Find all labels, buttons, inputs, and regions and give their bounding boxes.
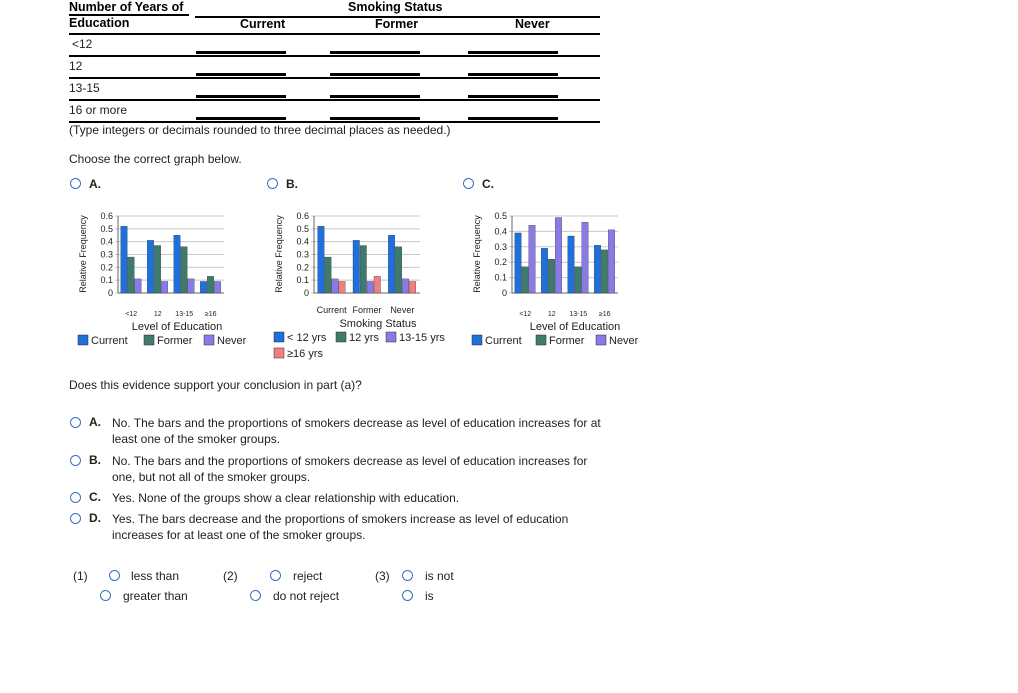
graph-b-legend-label: ≥16 yrs — [287, 348, 323, 360]
graph-a-bar — [174, 235, 181, 293]
graph-b-legend-label: < 12 yrs — [287, 332, 327, 344]
dropdown-1-option-greater-than-radio[interactable] — [100, 590, 111, 601]
graph-a-legend-swatch — [78, 335, 88, 345]
answer-c-line1: Yes. None of the groups show a clear relationship with education. — [112, 491, 460, 505]
answer-blank[interactable] — [468, 117, 558, 120]
graph-b-bar — [374, 276, 381, 293]
graph-b-legend-label: 13-15 yrs — [399, 332, 445, 344]
graph-c-bar — [529, 225, 536, 293]
answer-blank[interactable] — [468, 95, 558, 98]
answer-blank[interactable] — [330, 117, 420, 120]
graph-b-ylabel: Relative Frequency — [274, 215, 284, 293]
dropdown-2-option-reject[interactable]: reject — [293, 569, 323, 583]
graph-b-bar — [353, 240, 360, 293]
graph-a-bar — [214, 281, 221, 293]
graph-c-bar — [522, 267, 529, 293]
graph-a-bar — [207, 276, 214, 293]
graph-option-b-radio[interactable] — [267, 178, 278, 189]
graph-a-legend-label: Current — [91, 335, 128, 347]
answer-b-line1: No. The bars and the proportions of smokers decrease as level of education increases for — [112, 454, 588, 468]
graph-b-ytick-label: 0 — [303, 288, 309, 298]
col-header-former: Former — [375, 17, 419, 31]
graph-c-xtick-label: ≥16 — [598, 311, 611, 318]
graph-c-ytick-label: 0.4 — [494, 226, 507, 237]
graph-a-ytick-label: 0 — [107, 288, 113, 298]
dropdown-3-option-is[interactable]: is — [425, 589, 434, 603]
graph-c-legend-swatch — [596, 335, 606, 345]
row-label-lt12: <12 — [72, 37, 93, 51]
graph-option-a-radio[interactable] — [70, 178, 81, 189]
table-header-smoking-status: Smoking Status — [348, 0, 443, 14]
graph-a-xtick-label: 13-15 — [175, 311, 194, 318]
graph-b-bar — [325, 257, 332, 293]
graph-b-xtick-label: Former — [352, 305, 382, 315]
table-row-rule — [69, 99, 600, 101]
graph-c-legend-label: Former — [549, 335, 585, 347]
graph-b-legend-swatch — [274, 348, 284, 358]
question-text: Does this evidence support your conclusion in part (a)? — [69, 378, 362, 392]
graph-b-legend-swatch — [274, 332, 284, 342]
graph-a-ytick-label: 0.3 — [100, 249, 113, 260]
graph-c-ytick-label: 0.3 — [494, 241, 507, 252]
table-row-rule — [69, 55, 600, 57]
graph-a-legend-label: Never — [217, 335, 247, 347]
graph-a-bar — [147, 240, 154, 293]
graph-b-bar — [367, 281, 374, 293]
answer-a-line2: least one of the smoker groups. — [112, 432, 281, 446]
answer-c-radio[interactable] — [70, 492, 81, 503]
answer-blank[interactable] — [330, 95, 420, 98]
dropdown-2-option-do-not-reject-radio[interactable] — [250, 590, 261, 601]
graph-c-ytick-label: 0.2 — [494, 257, 507, 268]
answer-blank[interactable] — [196, 117, 286, 120]
graph-c-legend-label: Never — [609, 335, 639, 347]
graph-b-bar — [409, 281, 416, 293]
answer-d-radio[interactable] — [70, 513, 81, 524]
graph-b-bar — [332, 279, 339, 293]
row-label-13-15: 13-15 — [69, 81, 100, 95]
graph-c-ytick-label: 0.1 — [494, 272, 507, 283]
graph-a-bar — [200, 281, 207, 293]
graph-option-c-radio[interactable] — [463, 178, 474, 189]
graph-b-chart — [270, 200, 460, 370]
answer-b-radio[interactable] — [70, 455, 81, 466]
graph-a-chart — [74, 200, 264, 360]
graph-b-ytick-label: 0.4 — [296, 236, 309, 247]
table-header-years-line2: Education — [69, 16, 130, 30]
answer-blank[interactable] — [330, 73, 420, 76]
answer-blank[interactable] — [330, 51, 420, 54]
table-note: (Type integers or decimals rounded to three decimal places as needed.) — [69, 123, 451, 137]
graph-c-ytick-label: 0.5 — [494, 211, 507, 221]
graph-a-ytick-label: 0.5 — [100, 223, 113, 234]
graph-b-bar — [360, 246, 367, 293]
graph-a-bar — [128, 257, 135, 293]
graph-c-legend-swatch — [536, 335, 546, 345]
table-header-rule — [69, 33, 600, 35]
graph-b-xlabel: Smoking Status — [339, 318, 417, 330]
dropdown-2-option-do-not-reject[interactable]: do not reject — [273, 589, 340, 603]
graph-c-bar — [575, 267, 582, 293]
graph-a-ylabel: Relative Frequency — [78, 215, 88, 293]
answer-blank[interactable] — [468, 51, 558, 54]
graph-option-b-label: B. — [286, 177, 298, 191]
graph-c-bar — [541, 248, 548, 293]
answer-a-line1: No. The bars and the proportions of smokers decrease as level of education increases for at — [112, 416, 601, 430]
graph-b-xtick-label: Current — [316, 305, 347, 315]
dropdown-3-label: (3) — [375, 569, 390, 583]
graph-a-bar — [121, 226, 128, 293]
dropdown-2-label: (2) — [223, 569, 238, 583]
graph-c-xtick-label: <12 — [519, 311, 532, 318]
graph-b-ytick-label: 0.2 — [296, 262, 309, 273]
graph-b-xtick-label: Never — [390, 305, 415, 315]
table-header-years-line1: Number of Years of — [69, 0, 184, 14]
col-header-current: Current — [240, 17, 286, 31]
answer-d-letter: D. — [89, 511, 101, 525]
graph-a-bar — [154, 246, 161, 293]
graph-c-bar — [515, 233, 522, 293]
graph-b-legend-swatch — [336, 332, 346, 342]
answer-blank[interactable] — [468, 73, 558, 76]
graph-a-xtick-label: 12 — [153, 311, 162, 318]
dropdown-1-label: (1) — [73, 569, 88, 583]
graph-b-bar — [318, 226, 325, 293]
graph-c-ytick-label: 0 — [501, 288, 507, 298]
graph-b-ytick-label: 0.6 — [296, 211, 309, 221]
answer-blank[interactable] — [196, 73, 286, 76]
graph-b-bar — [388, 235, 395, 293]
dropdown-1-option-less-than-radio[interactable] — [109, 570, 120, 581]
graph-a-xlabel: Level of Education — [131, 321, 223, 333]
header-left-underline — [69, 14, 189, 16]
dropdown-2-option-reject-radio[interactable] — [270, 570, 281, 581]
graph-c-bar — [594, 245, 601, 293]
answer-a-letter: A. — [89, 415, 101, 429]
graph-a-bar — [188, 279, 195, 293]
graph-c-xlabel: Level of Education — [529, 321, 621, 333]
graph-c-bar — [548, 259, 555, 293]
col-header-never: Never — [515, 17, 550, 31]
graph-b-legend-label: 12 yrs — [349, 332, 379, 344]
dropdown-1-option-less-than[interactable]: less than — [131, 569, 180, 583]
graph-b-ytick-label: 0.3 — [296, 249, 309, 260]
graph-a-bar — [161, 281, 168, 293]
graph-c-bar — [582, 222, 589, 293]
graph-a-legend-swatch — [144, 335, 154, 345]
answer-blank[interactable] — [196, 51, 286, 54]
graph-option-c-label: C. — [482, 177, 494, 191]
graph-a-xtick-label: <12 — [125, 311, 138, 318]
graph-c-bar — [608, 230, 615, 293]
graph-b-ytick-label: 0.5 — [296, 223, 309, 234]
answer-b-letter: B. — [89, 453, 101, 467]
graph-c-bar — [555, 218, 562, 293]
dropdown-1-option-greater-than[interactable]: greater than — [123, 589, 188, 603]
answer-d-line2: increases for at least one of the smoker groups. — [112, 528, 366, 542]
graph-c-legend-swatch — [472, 335, 482, 345]
graph-prompt: Choose the correct graph below. — [69, 152, 242, 166]
graph-a-bar — [135, 279, 142, 293]
graph-a-ytick-label: 0.1 — [100, 275, 113, 286]
dropdown-3-option-is-radio[interactable] — [402, 590, 413, 601]
answer-c-letter: C. — [89, 490, 101, 504]
graph-b-ytick-label: 0.1 — [296, 275, 309, 286]
answer-b-line2: one, but not all of the smoker groups. — [112, 470, 311, 484]
answer-blank[interactable] — [196, 95, 286, 98]
answer-a-radio[interactable] — [70, 417, 81, 428]
graph-b-bar — [402, 279, 409, 293]
graph-b-bar — [339, 281, 346, 293]
row-label-16-or-more: 16 or more — [69, 103, 128, 117]
graph-c-xtick-label: 12 — [547, 311, 556, 318]
graph-a-legend-swatch — [204, 335, 214, 345]
graph-b-legend-swatch — [386, 332, 396, 342]
graph-a-bar — [181, 247, 188, 293]
graph-c-ylabel: Relative Frequency — [472, 215, 482, 293]
graph-a-ytick-label: 0.6 — [100, 211, 113, 221]
graph-a-legend-label: Former — [157, 335, 193, 347]
dropdown-3-option-is-not-radio[interactable] — [402, 570, 413, 581]
graph-c-bar — [568, 236, 575, 293]
row-label-12: 12 — [69, 59, 83, 73]
graph-c-xtick-label: 13-15 — [569, 311, 588, 318]
graph-c-legend-label: Current — [485, 335, 522, 347]
dropdown-3-option-is-not[interactable]: is not — [425, 569, 454, 583]
graph-b-bar — [395, 247, 402, 293]
table-row-rule — [69, 77, 600, 79]
graph-a-ytick-label: 0.2 — [100, 262, 113, 273]
graph-a-xtick-label: ≥16 — [204, 311, 217, 318]
answer-d-line1: Yes. The bars decrease and the proportions of smokers increase as level of education — [112, 512, 569, 526]
graph-option-a-label: A. — [89, 177, 101, 191]
graph-c-bar — [601, 250, 608, 293]
graph-a-ytick-label: 0.4 — [100, 236, 113, 247]
graph-c-chart — [468, 200, 658, 360]
